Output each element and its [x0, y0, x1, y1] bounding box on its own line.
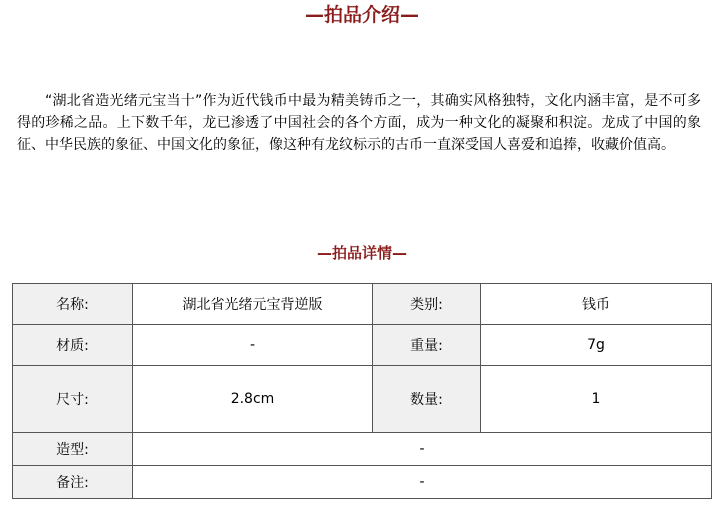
weight-value: 7g	[481, 325, 712, 366]
intro-title: —拍品介绍—	[304, 4, 419, 26]
quantity-label: 数量:	[373, 366, 481, 433]
size-value: 2.8cm	[133, 366, 373, 433]
shape-value: -	[133, 433, 712, 466]
shape-label: 造型:	[13, 433, 133, 466]
table-row	[13, 433, 712, 466]
table-row	[13, 466, 712, 499]
note-label: 备注:	[13, 466, 133, 499]
details-table	[12, 283, 712, 499]
material-label: 材质:	[13, 325, 133, 366]
weight-label: 重量:	[373, 325, 481, 366]
quantity-value: 1	[481, 366, 712, 433]
intro-paragraph: “湖北省造光绪元宝当十”作为近代钱币中最为精美铸币之一，其确实风格独特，文化内涵丰富，是不可多得的珍稀之品。上下数千年，龙已渗透了中国社会的各个方面，成为一种文化的凝聚和积淀。龙成了中国的象征、中华民族的象征、中国文化的象征，像这种有龙纹标示的古币一直深受国人喜爱和追捧，收藏价值高。	[17, 93, 701, 153]
name-label: 名称:	[13, 284, 133, 325]
name-value: 湖北省光绪元宝背逆版	[133, 284, 373, 325]
table-row	[13, 325, 712, 366]
size-label: 尺寸:	[13, 366, 133, 433]
material-value: -	[133, 325, 373, 366]
note-value: -	[133, 466, 712, 499]
table-row	[13, 366, 712, 433]
table-row	[13, 284, 712, 325]
category-label: 类别:	[373, 284, 481, 325]
details-title: —拍品详情—	[316, 244, 407, 262]
category-value: 钱币	[481, 284, 712, 325]
